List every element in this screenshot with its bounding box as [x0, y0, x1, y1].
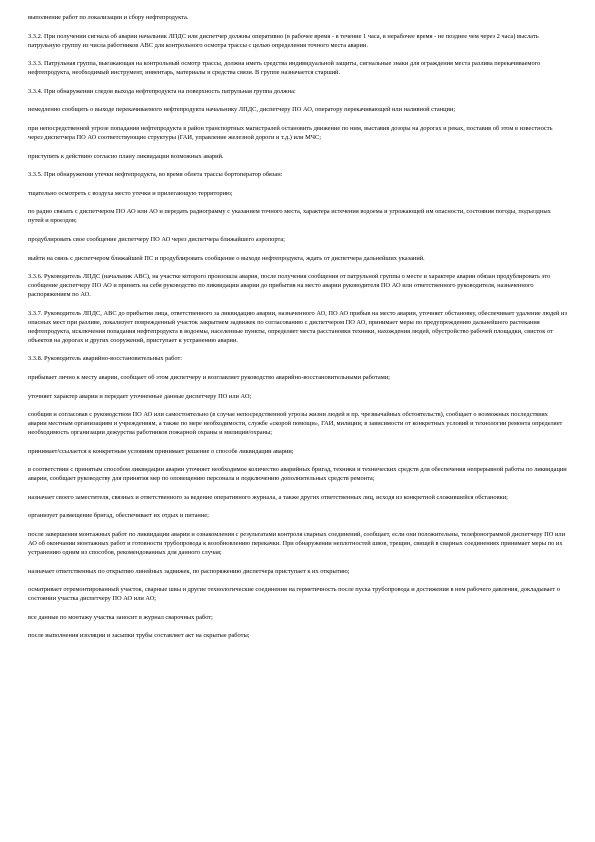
paragraph-0: выполнение работ по локализации и сбору нефтепродукта. — [28, 14, 189, 21]
list-item: уточняет характер аварии и передает уточненные данные диспетчеру ПО или АО; — [28, 392, 252, 400]
list-item: тщательно осмотреть с воздуха место утечки и прилегающую территорию; — [28, 189, 233, 197]
paragraph-3-3-5: 3.3.5. При обнаружении утечки нефтепродукта, во время облета трассы бортоператор обязан: — [28, 171, 283, 179]
list-item: прибывает лично к месту аварии, сообщает об этом диспетчеру и возглавляет руководство аварийно-восстановительными работами; — [28, 373, 390, 381]
list-item: после выполнения изоляции и засыпки трубы составляет акт на скрытые работы; — [28, 632, 250, 640]
list-item: принимает/ссылается к конкретным условиям принимает решение о способе ликвидации аварии; — [28, 447, 294, 455]
list-item: все данные по монтажу участка заносит в журнал сварочных работ; — [28, 613, 213, 621]
paragraph-3-3-4: 3.3.4. При обнаружении следов выхода нефтепродукта на поверхность патрульная группа должна: — [28, 87, 296, 95]
list-item: при непосредственной угрозе попадания нефтепродукта в район транспортных магистралей остановить движение по ним, выставив дозоры на дорогах и реках, поставив об этом в известность через диспетчера ПО АО соответствующие структуры (ГАИ, управление железной дороги и т.д.) или МЧС; — [28, 124, 553, 141]
list-item: назначает своего заместителя, связных и ответственного за ведение оперативного журнала, а также других ответственных лиц, исходя из конкретной сложившейся обстановки; — [28, 493, 508, 501]
list-item: немедленно сообщить о выходе перекачиваемого нефтепродукта начальнику ЛПДС, диспетчеру ПО АО, оператору перекачивающей или наливной станции; — [28, 106, 456, 114]
paragraph-3-3-7: 3.3.7. Руководитель ЛПДС, АВС до прибытия лица, ответственного за ликвидацию аварии, назначенного АО, ПО АО прибыв на место аварии, уточняет обстановку, обеспечивает удаление людей из опасных мест при разливе, локализует поврежденный участок закрытием задвижек по согласованию с диспетчером ПО АО, принимает меры по предупреждению дальнейшего растекания нефтепродукта, исключения попадания нефтепродукта в водоемы, населенные пункты, определяет места расстановки техники, нахождения людей, обустройство рабочей площадки, свисток от объектов на дорогах и других сооружений, приступает к устранению аварии. — [28, 309, 567, 344]
list-item: после завершения монтажных работ по ликвидации аварии и ознакомления с результатами контроля сварных соединений, сообщает, если они положительны, телефонограммой диспетчеру ПО или АО об окончании монтажных работ и готовности трубопровода к возобновлению перекачки. При обнаружении неплотностей швов, трещин, свищей в сварных соединениях принимает меры по их устранению одним из способов, рекомендованных для данного случая; — [28, 531, 566, 557]
list-item: организует размещение бригад, обеспечивает их отдых и питание; — [28, 512, 209, 520]
list-item: в соответствии с принятым способом ликвидации аварии уточняет необходимое количество аварийных бригад, техники и технических средств для обеспечения непрерывной работы по ликвидации аварии, сообщает руководству для принятия мер по оповещению персонала и подключению дополнительных средств ремонта; — [28, 466, 567, 483]
list-item: приступить к действию согласно плану ликвидации возможных аварий. — [28, 152, 224, 160]
paragraph-3-3-3: 3.3.3. Патрульная группа, выезжающая на контрольный осмотр трассы, должна иметь средства индивидуальной защиты, сигнальные знаки для ограждения места разлива перекачиваемого нефтепродукта, необходимый инструмент, инвентарь, материалы и средства связи. В группе назначается старший. — [28, 60, 541, 77]
list-item: назначает ответственных по открытию линейных задвижек, по распоряжению диспетчера приступает к их открытию; — [28, 567, 350, 575]
list-item: по радио связать с диспетчером ПО АО или АО и передать радиограмму с указанием точного места, характера истечения водоема и угрожающей им опасности, состояния погоды, подъездных путей и проездов; — [28, 208, 551, 225]
list-item: выйти на связь с диспетчером ближайшей ПС и продублировать сообщение о выходе нефтепродукта, ждать от диспетчера дальнейших указаний. — [28, 254, 425, 262]
paragraph-3-3-8: 3.3.8. Руководитель аварийно-восстановительных работ: — [28, 355, 183, 363]
list-item: сообщив и согласовав с руководством ПО АО или самостоятельно (в случае непосредственной угрозы жизни людей и пр. чрезвычайных обстоятельств), сообщает о возможных последствиях аварии местным организациям и учреждениям, а также по мере необходимости, службе «скорой помощи», ГАИ, милиции; в зависимости от конкретных условий и технологии ремонта определяет необходимость организации дежурства работников пожарной охраны и милиции/охраны; — [28, 411, 563, 437]
list-item: продублировать свое сообщение диспетчеру ПО АО через диспетчера ближайшего аэропорта; — [28, 235, 285, 243]
list-item: осматривает отремонтированный участок, сварные швы и другие технологические соединения на герметичность после пуска трубопровода и достижения в нем рабочего давления, докладывает о состоянии участка диспетчеру ПО АО или АО; — [28, 586, 560, 603]
paragraph-3-3-2: 3.3.2. При получении сигнала об аварии начальник ЛПДС или диспетчер должны оперативно (в рабочее время - в течение 1 часа, в нерабочее время - не позднее чем через 2 часа) выслать патрульную группу из числа работников АВС для контрольного осмотра трассы с целью определения точного места аварии. — [28, 32, 539, 49]
paragraph-3-3-6: 3.3.6. Руководитель ЛПДС (начальник АВС), на участке которого произошла авария, после получения сообщения от патрульной группы о месте и характере аварии обязан продублировать это сообщение диспетчеру ПО АО и принять на себя руководство по ликвидации аварии до прибытия на место аварии руководителя ПО АО или ответственного руководителя, назначенного распоряжением по АО. — [28, 273, 551, 299]
